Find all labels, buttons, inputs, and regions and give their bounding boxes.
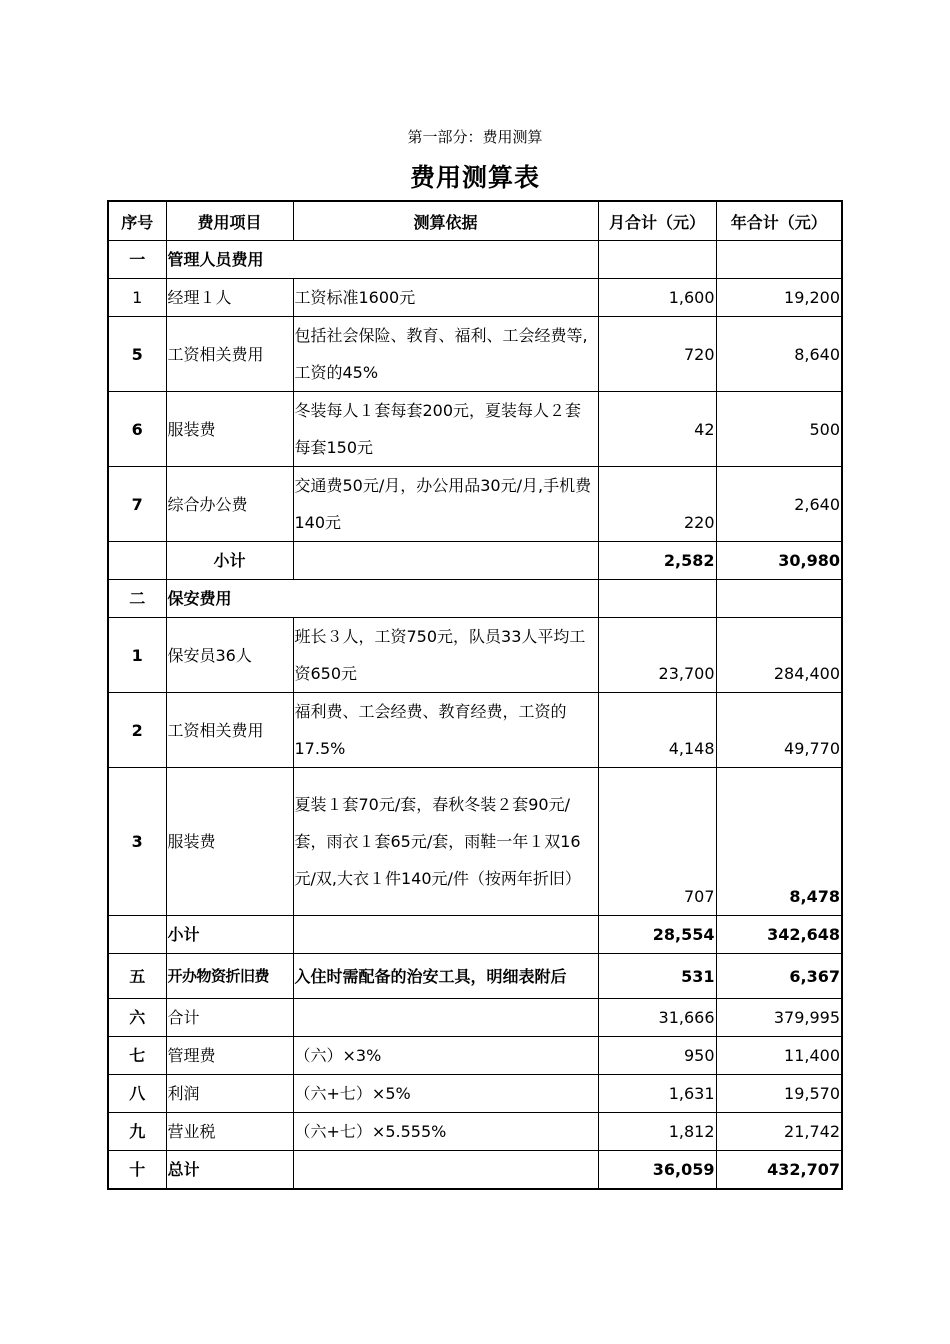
cell-year: 500: [716, 392, 842, 467]
table-row: [108, 1037, 842, 1075]
cell-item: 服装费: [166, 392, 293, 467]
cell-seq: 七: [108, 1037, 166, 1075]
table-row: [108, 693, 842, 768]
cell-item: 保安员36人: [166, 618, 293, 693]
cell-seq: 十: [108, 1151, 166, 1190]
cell-seq: 五: [108, 954, 166, 999]
cell-item: 管理人员费用: [166, 241, 598, 279]
cell-seq: 二: [108, 580, 166, 618]
cell-basis: 交通费50元/月，办公用品30元/月,手机费140元: [293, 467, 598, 542]
cell-item: 营业税: [166, 1113, 293, 1151]
cell-seq: 6: [108, 392, 166, 467]
cell-month: [598, 580, 716, 618]
cell-basis: （六+七）×5.555%: [293, 1113, 598, 1151]
cell-seq: 八: [108, 1075, 166, 1113]
cell-month: 36,059: [598, 1151, 716, 1190]
cell-basis: [293, 1151, 598, 1190]
cell-year: 19,200: [716, 279, 842, 317]
cost-table: [107, 200, 843, 1190]
cell-basis: 冬装每人１套每套200元，夏装每人２套每套150元: [293, 392, 598, 467]
cell-item: 小计: [166, 916, 293, 954]
cell-year: 21,742: [716, 1113, 842, 1151]
cell-year: [716, 241, 842, 279]
table-row: [108, 241, 842, 279]
cell-month: 23,700: [598, 618, 716, 693]
cell-year: 19,570: [716, 1075, 842, 1113]
cell-seq: 一: [108, 241, 166, 279]
cell-item: 综合办公费: [166, 467, 293, 542]
cell-year: 284,400: [716, 618, 842, 693]
table-row: [108, 999, 842, 1037]
cell-month: 1,812: [598, 1113, 716, 1151]
cell-seq: 7: [108, 467, 166, 542]
cell-basis: （六）×3%: [293, 1037, 598, 1075]
table-row: [108, 618, 842, 693]
cell-year: 30,980: [716, 542, 842, 580]
cell-seq: 5: [108, 317, 166, 392]
cell-seq: 2: [108, 693, 166, 768]
cell-month: 31,666: [598, 999, 716, 1037]
cell-basis: 入住时需配备的治安工具，明细表附后: [293, 954, 598, 999]
cell-item: 工资相关费用: [166, 693, 293, 768]
cell-item: 保安费用: [166, 580, 598, 618]
cell-seq: [108, 916, 166, 954]
header-month: 月合计（元）: [598, 201, 716, 241]
cell-year: 11,400: [716, 1037, 842, 1075]
cell-basis: 夏装１套70元/套，春秋冬装２套90元/套，雨衣１套65元/套，雨鞋一年１双16元/双,大衣１件140元/件（按两年折旧）: [293, 768, 598, 916]
cell-month: 720: [598, 317, 716, 392]
cell-item: 经理１人: [166, 279, 293, 317]
cell-seq: [108, 542, 166, 580]
cell-month: 707: [598, 768, 716, 916]
cell-basis: [293, 542, 598, 580]
table-row: [108, 580, 842, 618]
cell-year: 432,707: [716, 1151, 842, 1190]
cell-basis: 福利费、工会经费、教育经费，工资的17.5%: [293, 693, 598, 768]
cell-item: 工资相关费用: [166, 317, 293, 392]
cell-basis: [293, 916, 598, 954]
cell-month: 950: [598, 1037, 716, 1075]
cell-month: 4,148: [598, 693, 716, 768]
table-row: [108, 916, 842, 954]
cell-year: 8,640: [716, 317, 842, 392]
header-seq: 序号: [108, 201, 166, 241]
cell-month: 28,554: [598, 916, 716, 954]
table-row: [108, 954, 842, 999]
cell-item: 总计: [166, 1151, 293, 1190]
table-row: [108, 279, 842, 317]
cell-seq: 3: [108, 768, 166, 916]
cell-item: 合计: [166, 999, 293, 1037]
cell-item: 利润: [166, 1075, 293, 1113]
cell-month: 42: [598, 392, 716, 467]
cell-month: 531: [598, 954, 716, 999]
cell-month: 1,631: [598, 1075, 716, 1113]
cell-seq: 九: [108, 1113, 166, 1151]
cell-item: 小计: [166, 542, 293, 580]
cell-basis: 包括社会保险、教育、福利、工会经费等,工资的45%: [293, 317, 598, 392]
table-row: [108, 1151, 842, 1190]
cell-seq: 1: [108, 279, 166, 317]
cell-item: 管理费: [166, 1037, 293, 1075]
cell-year: [716, 580, 842, 618]
header-item: 费用项目: [166, 201, 293, 241]
cell-month: 220: [598, 467, 716, 542]
header-basis: 测算依据: [293, 201, 598, 241]
section-subtitle: 第一部分：费用测算: [407, 128, 543, 146]
cell-year: 8,478: [716, 768, 842, 916]
cell-item: 开办物资折旧费: [166, 954, 293, 999]
cell-seq: 1: [108, 618, 166, 693]
cell-year: 49,770: [716, 693, 842, 768]
cell-month: 1,600: [598, 279, 716, 317]
table-row: [108, 1113, 842, 1151]
cell-year: 342,648: [716, 916, 842, 954]
cell-year: 2,640: [716, 467, 842, 542]
cell-year: 379,995: [716, 999, 842, 1037]
cell-basis: 工资标准1600元: [293, 279, 598, 317]
cell-month: 2,582: [598, 542, 716, 580]
table-row: [108, 1075, 842, 1113]
cell-basis: [293, 999, 598, 1037]
cell-year: 6,367: [716, 954, 842, 999]
cell-month: [598, 241, 716, 279]
cell-basis: 班长３人，工资750元，队员33人平均工资650元: [293, 618, 598, 693]
table-row: [108, 467, 842, 542]
table-row: [108, 542, 842, 580]
cell-basis: （六+七）×5%: [293, 1075, 598, 1113]
table-row: [108, 768, 842, 916]
cell-seq: 六: [108, 999, 166, 1037]
table-header-row: [108, 201, 842, 241]
table-row: [108, 317, 842, 392]
table-row: [108, 392, 842, 467]
header-year: 年合计（元）: [716, 201, 842, 241]
page-title: 费用测算表: [409, 163, 540, 192]
cell-item: 服装费: [166, 768, 293, 916]
